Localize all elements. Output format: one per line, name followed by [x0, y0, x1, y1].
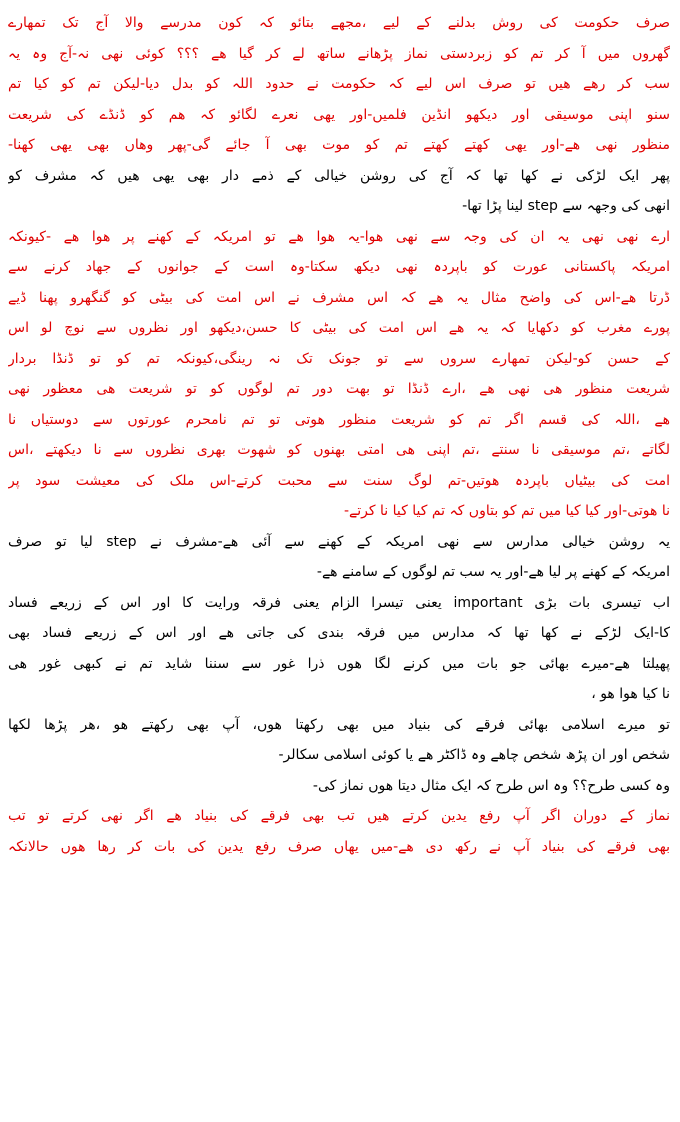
text-line: کا-ایک لڑکے نے کھا تھا کہ مدارس میں فرقہ بندی کی جاتی ھے اور اس کے زریعے فساد بھی	[8, 625, 670, 641]
text-line: امت کی بیٹیاں باپردہ ھوتیں-تم لوگ سنت سے محبت کرتے-اس ملک کی معیشت سود پر	[8, 472, 670, 489]
text-line: ڈرتا ھے-اس کی واضح مثال یہ ھے کہ اس مشرف نے اس امت کی بیٹی کو گنگھرو پھنا ڈیے	[8, 289, 670, 306]
text-line: پورے مغرب کو دکھایا کہ یہ ھے اس امت کی بیٹی کا حسن،دیکھو اور نظروں سے نوچ لو اس	[8, 320, 670, 336]
text-line: منظور نھی ھے-اور یھی کھتے کھتے تم کو موت بھی آ جائے گی-پھر وھاں بھی یھی کھنا-	[8, 137, 670, 153]
text-line: شخص اور ان پڑھ شخص چاھے وہ ڈاکٹر ھے یا کوئی اسلامی سکالر-	[278, 747, 670, 763]
text-line: صرف حکومت کی روش بدلنے کے لیے ،مجھے بتائو کہ کون مدرسے والا آج تک تمھارے	[8, 15, 670, 31]
text-line: اب تیسری بات بڑی important یعنی تیسرا الزام یعنی فرقہ ورایت کا اور اس کے زریعے فساد	[8, 594, 670, 611]
text-line: بھی فرقے کی بنیاد آپ نے رکھ دی ھے-میں یھاں صرف رفع یدین کی بات کر رھا ھوں حالانکہ	[8, 838, 670, 855]
text-line: نا کیا ھوا ھو ،	[591, 686, 670, 702]
text-line: وہ کسی طرح؟؟ وہ اس طرح کہ ایک مثال دیتا ھوں نماز کی-	[312, 777, 670, 794]
text-line: نا ھوتی-اور کیا کیا میں تم کو بتاوں کہ تم کیا کیا نا کرتے-	[344, 503, 670, 519]
text-line: شریعت منظور ھی نھی ھے ،ارے ڈنڈا تو بھت دور تم لوگوں کو تو شریعت ھی معظور نھی	[8, 381, 670, 397]
text-line: امریکہ کے کھنے پر لیا ھے-اور یہ سب تم لوگوں کے سامنے ھے-	[316, 564, 670, 580]
text-line: پھیلتا ھے-میرے بھائی جو بات میں کرنے لگا ھوں ذرا غور سے سننا شاید تم نے کبھی غور ھی	[8, 655, 670, 672]
text-line: انھی کی وجھہ سے step لینا پڑا تھا-	[462, 198, 670, 214]
text-line: کے حسن کو-لیکن تمھارے سروں سے تو جونک تک نہ رینگی،کیونکہ تم کو تو ڈنڈا بردار	[8, 350, 670, 367]
text-line: پھر ایک لڑکی نے کھا تھا کہ آج کی روشن خیالی کے ذمے دار بھی یھی ھیں کہ مشرف کو	[8, 167, 670, 184]
text-line: تو میرے اسلامی بھائی فرقے کی بنیاد میں بھی رکھتا ھوں، آپ بھی رکھتے ھو ،ھر پڑھا لکھا	[8, 716, 670, 733]
text-line: سنو اپنی موسیقی اور دیکھو انڈین فلمیں-اور یھی نعرے لگائو کہ ھم کو ڈنڈے کی شریعت	[8, 106, 670, 123]
text-line: یہ روشن خیالی مدارس سے نھی امریکہ کے کھنے سے آئی ھے-مشرف نے step لیا تو صرف	[8, 533, 670, 550]
text-line: گھروں میں آ کر تم کو زبردستی نماز پڑھانے ساتھ لے کر گیا ھے ؟؟؟ کوئی نھی نہ-آج وہ یہ	[8, 45, 670, 62]
text-line: ھے ،اللہ کی قسم اگر تم کو شریعت منظور ھوتی تو تم نامحرم عورتوں سے دوستیاں نا	[8, 411, 670, 428]
text-line: ارے نھی نھی یہ ان کی وجہ سے نھی ھوا-یہ ھوا ھے تو امریکہ کے کھنے پر ھوا ھے -کیونکہ	[8, 228, 670, 245]
text-line: سب کر رھے ھیں تو صرف اس لیے کہ حکومت نے حدود اللہ کو بدل دیا-لیکن تم کو کیا تم	[8, 76, 670, 92]
text-line: امریکہ پاکستانی عورت کو باپردہ نھی دیکھ سکتا-وہ است کے جوانوں کے جھاد کرنے سے	[8, 259, 670, 275]
text-line: لگاتے ،تم موسیقی نا سنتے ،تم اپنی ھی امتی بھنوں کو شھوت بھری نظروں سے نا دیکھتے ،اس	[8, 442, 670, 458]
text-line: نماز کے دوران اگر آپ رفع یدین کرتے ھیں تب بھی فرقے کی بنیاد ھے اگر نھی کرتے تو تب	[8, 808, 670, 824]
